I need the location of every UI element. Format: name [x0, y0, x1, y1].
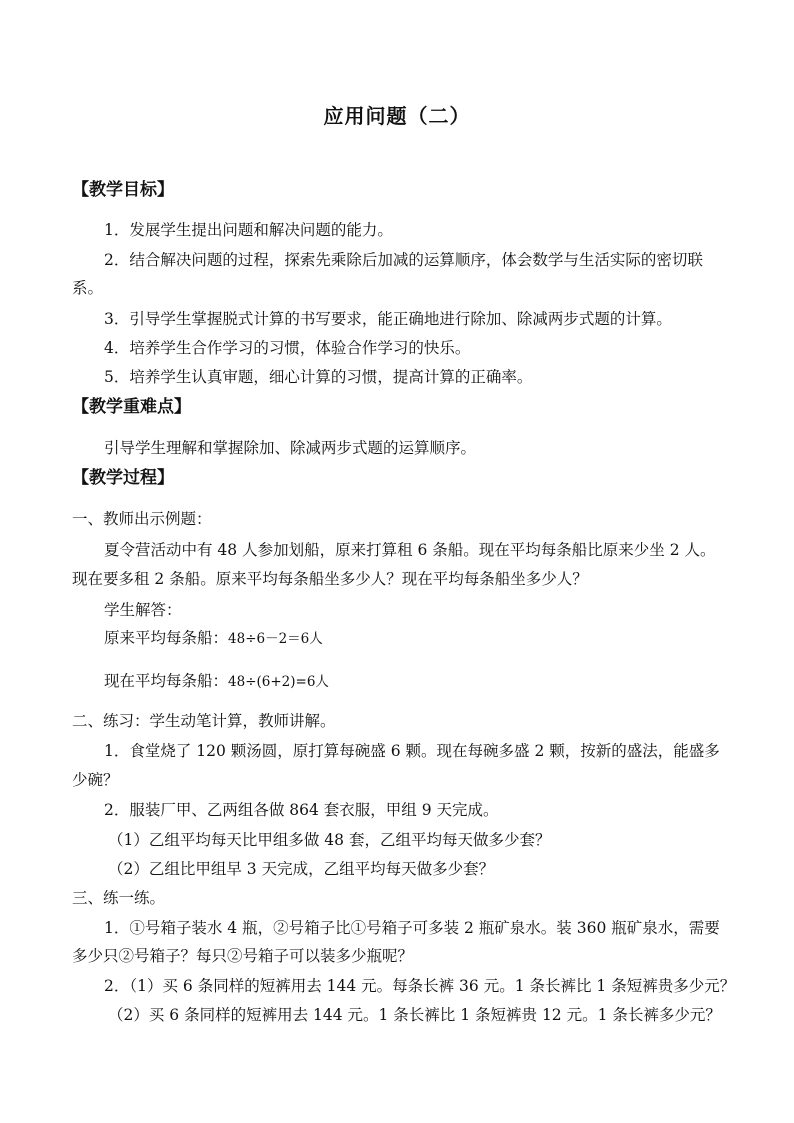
objectives-heading: 【教学目标】: [72, 180, 174, 200]
answer-line: [104, 628, 323, 649]
sub-question: （1）乙组平均每天比甲组多做 48 套，乙组平均每天做多少套？: [108, 831, 551, 849]
question: 多少只②号箱子？每只②号箱子可以装多少瓶呢？: [72, 947, 414, 965]
section-title: 二、练习：学生动笔计算，教师讲解。: [72, 712, 336, 730]
paragraph: 夏令营活动中有 48 人参加划船，原来打算租 6 条船。现在平均每条船比原来少坐 2 人。: [104, 541, 716, 559]
question: （2）买 6 条同样的短裤用去 144 元。1 条长裤比 1 条短裤贵 12 元。1 条长裤多少元？: [108, 1006, 721, 1024]
objective-item: 2．结合解决问题的过程，探索先乘除后加减的运算顺序，体会数学与生活实际的密切联: [104, 251, 703, 269]
question: 2．服装厂甲、乙两组各做 864 套衣服，甲组 9 天完成。: [104, 801, 499, 819]
section-title: 三、练一练。: [72, 889, 166, 907]
question: 1．①号箱子装水 4 瓶，②号箱子比①号箱子可多装 2 瓶矿泉水。装 360 瓶矿泉水，需要: [104, 919, 720, 937]
paragraph: 现在要多租 2 条船。原来平均每条船坐多少人？现在平均每条船坐多少人？: [72, 570, 588, 588]
objective-item: 1．发展学生提出问题和解决问题的能力。: [104, 221, 393, 239]
objective-item: 4．培养学生合作学习的习惯，体验合作学习的快乐。: [104, 339, 471, 357]
answer-label: 原来平均每条船：: [104, 629, 229, 647]
question: 1．食堂烧了 120 颗汤圆，原打算每碗盛 6 颗。现在每碗多盛 2 颗，按新的盛法，能盛多: [104, 742, 720, 760]
key-points-text: 引导学生理解和掌握除加、除减两步式题的运算顺序。: [104, 439, 477, 457]
objective-item: 系。: [72, 279, 104, 297]
objective-item: 3．引导学生掌握脱式计算的书写要求，能正确地进行除加、除减两步式题的计算。: [104, 310, 672, 328]
answer-label: 现在平均每条船：: [104, 672, 229, 690]
section-title: 一、教师出示例题：: [72, 510, 212, 528]
answer-formula: 48÷(6+2)=6人: [228, 674, 329, 690]
paragraph: 学生解答：: [104, 601, 182, 619]
objective-item: 5．培养学生认真审题，细心计算的习惯，提高计算的正确率。: [104, 368, 533, 386]
answer-line: [104, 671, 329, 692]
page-title: 应用问题（二）: [323, 104, 471, 128]
key-points-heading: 【教学重难点】: [72, 397, 191, 417]
process-heading: 【教学过程】: [72, 468, 174, 488]
question: 2．（1）买 6 条同样的短裤用去 144 元。每条长裤 36 元。1 条长裤比 1 条短裤贵多少元？: [104, 977, 736, 995]
answer-formula: 48÷6－2＝6人: [228, 631, 323, 647]
question: 少碗？: [72, 771, 119, 789]
sub-question: （2）乙组比甲组早 3 天完成，乙组平均每天做多少套？: [108, 860, 495, 878]
